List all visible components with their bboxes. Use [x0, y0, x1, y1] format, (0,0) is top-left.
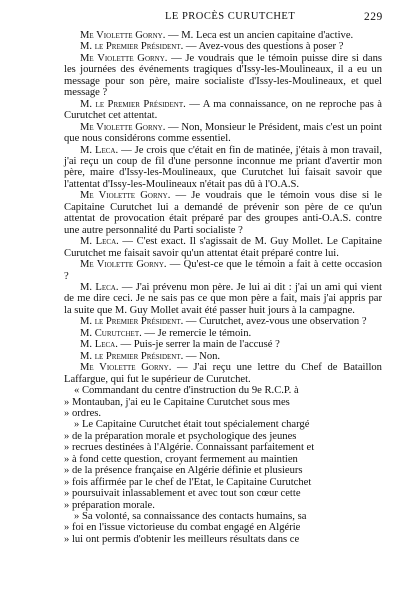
speaker-name: Me Violette Gorny.	[80, 190, 171, 202]
quote-line: » lui ont permis d'obtenir les meilleurs résultats dans ce	[64, 533, 300, 545]
paragraph	[64, 30, 382, 41]
page-header	[0, 11, 408, 25]
paragraph	[64, 190, 382, 236]
paragraph-text: — Je remercie le témoin.	[141, 327, 252, 339]
paragraph	[64, 145, 382, 191]
paragraph-text: — Avez-vous des questions à poser ?	[183, 41, 344, 53]
paragraph	[64, 53, 382, 99]
speaker-name: Me Violette Gorny.	[80, 121, 166, 133]
quote-line: » de la préparation morale et psychologique des jeunes	[64, 430, 297, 442]
page-body	[64, 30, 382, 545]
quoted-letter	[64, 385, 382, 545]
quote-line: » à fond cette question, croyant fermement au maintien	[64, 453, 298, 465]
paragraph	[64, 122, 382, 145]
quote-line: » foi en l'issue victorieuse du combat engagé en Algérie	[64, 522, 301, 534]
paragraph-text: — J'ai reçu une lettre du Chef de Bataillon Laffargue, qui fut le supérieur de Curutchet.	[64, 362, 382, 385]
paragraph	[64, 316, 382, 327]
quote-line: » Sa volonté, sa connaissance des contacts humains, sa	[74, 511, 307, 523]
paragraph-text: — Non, Monsieur le Président, mais c'est un point que nous considérons comme essentiel.	[64, 121, 382, 145]
speaker-name: M. Leca.	[80, 144, 119, 156]
paragraph-text: — Je voudrais que le témoin vous dise si le Capitaine Curutchet lui a demandé de prévenir son père de ce qu'un attentat de provocation était préparé par des groupes anti-O.A.S. contre une autre personnalité du Parti socialiste ?	[64, 190, 382, 236]
paragraph	[64, 282, 382, 316]
quote-line: » recrues destinées à l'Algérie. Connaissant parfaitement et	[64, 442, 315, 454]
paragraph-text: — Je voudrais que le témoin puisse dire si dans les journées des événements tragiques d'Issy-les-Moulineaux, il a eu un message pour son père, maire socialiste d'Issy-les-Moulineaux, et quel message ?	[64, 52, 382, 99]
speaker-name: M. Leca.	[80, 236, 119, 248]
speaker-name: M. le Premier Président.	[80, 98, 186, 110]
paragraph-text: — Je crois que c'était en fin de matinée, j'étais à mon travail, j'ai reçu un coup de fil d'une personne inconnue me priant d'avertir mon père, maire d'Issy-les-Moulineaux, que Curutchet lui faisait savoir que l'attentat d'Issy-les-Moulineaux n'était pas dû à l'O.A.S.	[64, 144, 382, 190]
paragraph-text: — M. Leca est un ancien capitaine d'active.	[165, 30, 354, 41]
paragraph-text: — Curutchet, avez-vous une observation ?	[183, 316, 367, 328]
speaker-name: M. le Premier Président.	[80, 316, 184, 328]
speaker-name: Me Violette Gorny.	[80, 259, 167, 271]
running-title: LE PROCÈS CURUTCHET	[165, 11, 296, 22]
page-number: 229	[364, 11, 383, 23]
paragraph-text: — Qu'est-ce que le témoin a fait à cette occasion ?	[64, 259, 382, 282]
paragraph-text: — C'est exact. Il s'agissait de M. Guy Mollet. Le Capitaine Curutchet me faisait savoir qu'un attentat était préparé contre lui.	[64, 236, 382, 259]
quote-line: » fois affirmée par le chef de l'Etat, le Capitaine Curutchet	[64, 476, 312, 488]
quote-line: » ordres.	[64, 407, 102, 419]
paragraph	[64, 351, 382, 362]
paragraph	[64, 328, 382, 339]
speaker-name: M. Leca.	[80, 339, 118, 351]
speaker-name: Me Violette Gorny.	[80, 52, 168, 64]
speaker-name: M. le Premier Président.	[80, 41, 184, 53]
paragraph	[64, 362, 382, 385]
paragraph-text: — A ma connaissance, on ne reproche pas à Curutchet cet attentat.	[64, 98, 383, 122]
paragraph	[64, 99, 382, 122]
paragraph	[64, 339, 382, 350]
speaker-name: M. Leca.	[80, 281, 119, 293]
speaker-name: Me Violette Gorny.	[80, 362, 172, 374]
paragraph	[64, 259, 382, 282]
paragraph-text: — Puis-je serrer la main de l'accusé ?	[117, 339, 280, 351]
quote-line: » préparation morale.	[64, 499, 155, 511]
quote-line: » Montauban, j'ai eu le Capitaine Curutchet sous mes	[64, 396, 290, 408]
quote-line: » de la présence française en Algérie définie et plusieurs	[64, 465, 303, 477]
paragraph-text: — J'ai prévenu mon père. Je lui ai dit : j'ai un ami qui vient de me dire ceci. Je ne sais pas ce que mon père a fait, mais j'ai appris par la suite que M. Guy Mollet avait été passer huit jours à la campagne.	[64, 281, 382, 316]
paragraph	[64, 41, 382, 52]
paragraph	[64, 236, 382, 259]
speaker-name: M. le Premier Président.	[80, 350, 184, 362]
quote-line: » Le Capitaine Curutchet était tout spécialement chargé	[74, 419, 310, 431]
quote-line: » poursuivait inlassablement et avec tout son cœur cette	[64, 488, 301, 500]
speaker-name: M. Curutchet.	[80, 327, 142, 339]
paragraph-text: — Non.	[183, 350, 221, 362]
quote-line: « Commandant du centre d'instruction du 9e R.C.P. à	[74, 385, 299, 397]
speaker-name: Me Violette Gorny.	[80, 30, 166, 41]
